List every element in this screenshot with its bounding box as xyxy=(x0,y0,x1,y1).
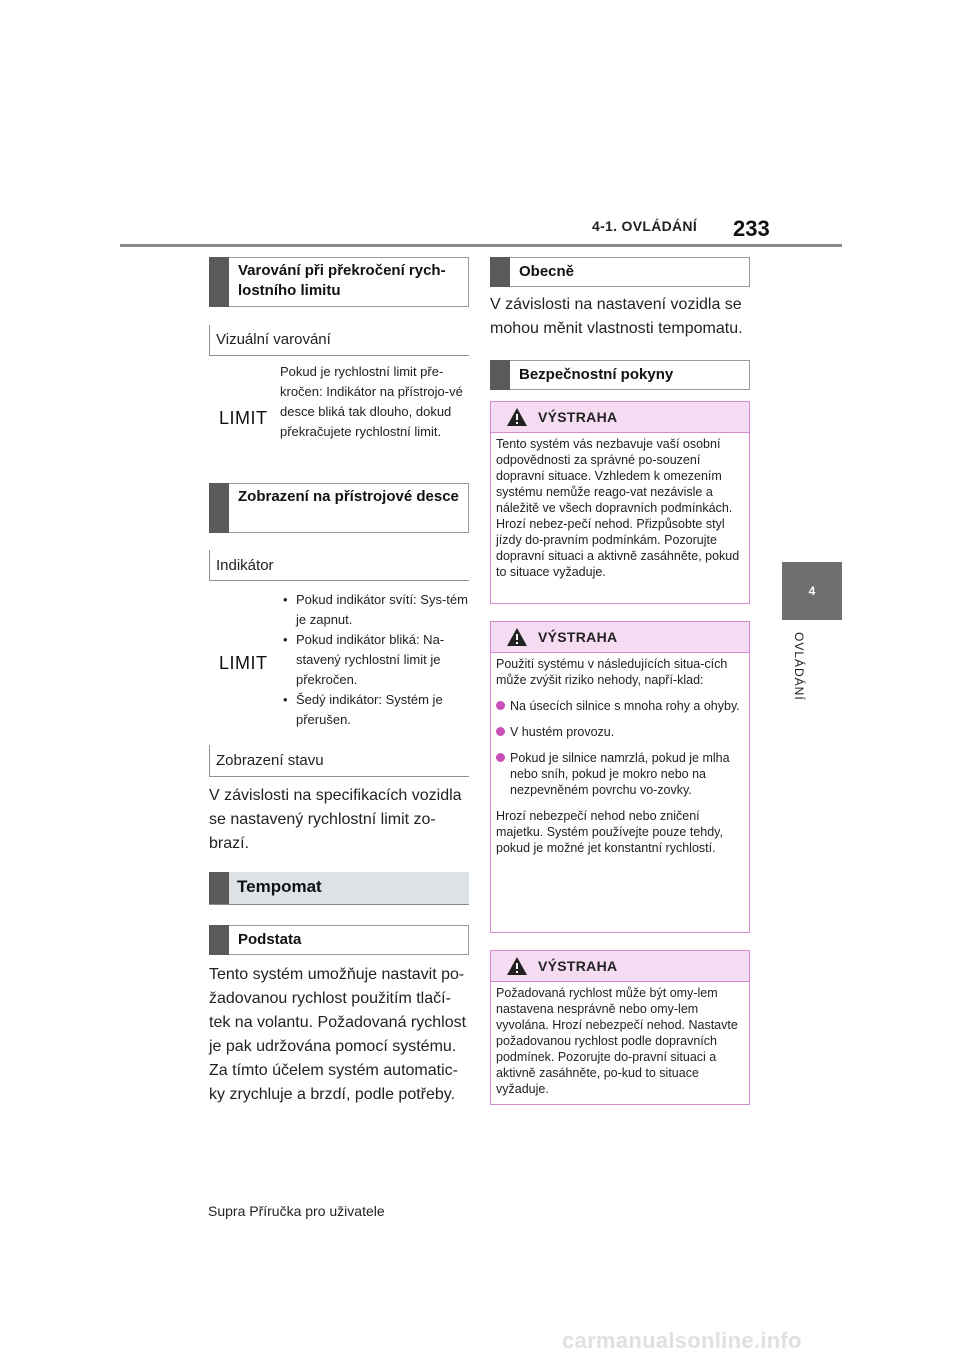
limit-indicator: LIMIT xyxy=(219,653,268,673)
warning-outro: Hrozí nebezpečí nehod nebo zničení majetku. Systém používejte pouze tehdy, pokud je možné jet konstantní rychlostí. xyxy=(496,809,723,855)
footer-text: Supra Příručka pro uživatele xyxy=(208,1203,385,1219)
warning-title: VÝSTRAHA xyxy=(538,409,618,425)
indicator-header: Indikátor xyxy=(216,557,274,574)
chapter-tab-label: OVLÁDÁNÍ xyxy=(792,632,806,701)
warning-title: VÝSTRAHA xyxy=(538,958,618,974)
table-border xyxy=(209,745,210,777)
warning-title: VÝSTRAHA xyxy=(538,629,618,645)
list-item: Na úsecích silnice s mnoha rohy a ohyby. xyxy=(496,698,743,714)
bullet-dot-icon xyxy=(496,727,505,736)
podstata-heading: Podstata xyxy=(209,925,469,955)
bullet-dot-icon xyxy=(496,701,505,710)
warning-text: Požadovaná rychlost může být omy-lem nastavena nesprávně nebo omy-lem vyvolána. Hrozí nebezpečí nehod. Nastavte požadovanou rychlost podle dopravních podmínek. Pozorujte do-pravní situaci a aktivně zasáhněte, po-kud to situace vyžaduje. xyxy=(496,986,738,1096)
visual-warning-header: Vizuální varování xyxy=(216,331,331,348)
list-item: • Pokud indikátor bliká: Na-stavený rychlostní limit je překročen. xyxy=(282,630,468,690)
indicator-states-list xyxy=(282,590,468,730)
bullet-dot-icon xyxy=(496,753,505,762)
limit-indicator: LIMIT xyxy=(219,408,268,428)
table-border xyxy=(209,550,210,580)
section-title: 4-1. OVLÁDÁNÍ xyxy=(592,218,698,234)
warning-box xyxy=(490,621,750,933)
status-header: Zobrazení stavu xyxy=(216,752,324,769)
warning-intro: Použití systému v následujících situa-cích může zvýšit riziko nehody, napří-klad: xyxy=(496,657,728,687)
warning-box xyxy=(490,401,750,604)
list-item: • Pokud indikátor svítí: Sys-tém je zapnut. xyxy=(282,590,468,630)
dashboard-heading: Zobrazení na přístrojové desce xyxy=(209,483,469,533)
header-rule xyxy=(120,244,842,247)
speed-warning-heading: Varování při překročení rych-lostního limitu xyxy=(209,257,469,307)
obecne-heading: Obecně xyxy=(490,257,750,287)
table-border xyxy=(209,355,469,356)
watermark: carmanualsonline.info xyxy=(562,1328,802,1353)
list-item: V hustém provozu. xyxy=(496,724,743,740)
status-text: V závislosti na specifikacích vozidla se nastavený rychlostní limit zo-brazí. xyxy=(209,787,462,852)
safety-heading: Bezpečnostní pokyny xyxy=(490,360,750,390)
list-item: Pokud je silnice namrzlá, pokud je mlha nebo sníh, pokud je mokro nebo na nezpevněném povrchu vo-zovky. xyxy=(496,750,743,798)
page-number: 233 xyxy=(733,216,770,241)
warning-text: Tento systém vás nezbavuje vaší osobní odpovědnosti za správné po-souzení dopravní situace. Vzhledem k omezením systému nemůže reago-vat nezávisle a náležitě ve všech dopravních podmínkách. Hrozí nebez-pečí nehod. Přizpůsobte styl jízdy do-pravním podmínkám. Pozorujte dopravní situaci a aktivně zasáhněte, pokud to situace vyžaduje. xyxy=(496,437,740,579)
warning-list xyxy=(496,698,743,798)
warning-triangle-icon xyxy=(506,956,528,976)
warning-triangle-icon xyxy=(506,627,528,647)
table-border xyxy=(209,325,210,355)
warning-box xyxy=(490,950,750,1105)
obecne-text: V závislosti na nastavení vozidla se mohou měnit vlastnosti tempomatu. xyxy=(490,296,743,337)
podstata-text: Tento systém umožňuje nastavit po-žadovanou rychlost použitím tlačí-tek na volantu. Požadovaná rychlost je pak udržována pomocí systému. Za tímto účelem systém automatic-ky zrychluje a brzdí, podle potřeby. xyxy=(209,966,467,1103)
list-item: • Šedý indikátor: Systém je přerušen. xyxy=(282,690,468,730)
table-border xyxy=(209,580,469,581)
table-border xyxy=(209,776,469,777)
tempomat-title: Tempomat xyxy=(209,872,469,905)
visual-warning-description: Pokud je rychlostní limit pře-kročen: Indikátor na přístrojo-vé desce bliká tak dlouho, dokud překračujete rychlostní limit. xyxy=(280,364,463,439)
warning-triangle-icon xyxy=(506,407,528,427)
chapter-tab-number: 4 xyxy=(782,562,842,620)
